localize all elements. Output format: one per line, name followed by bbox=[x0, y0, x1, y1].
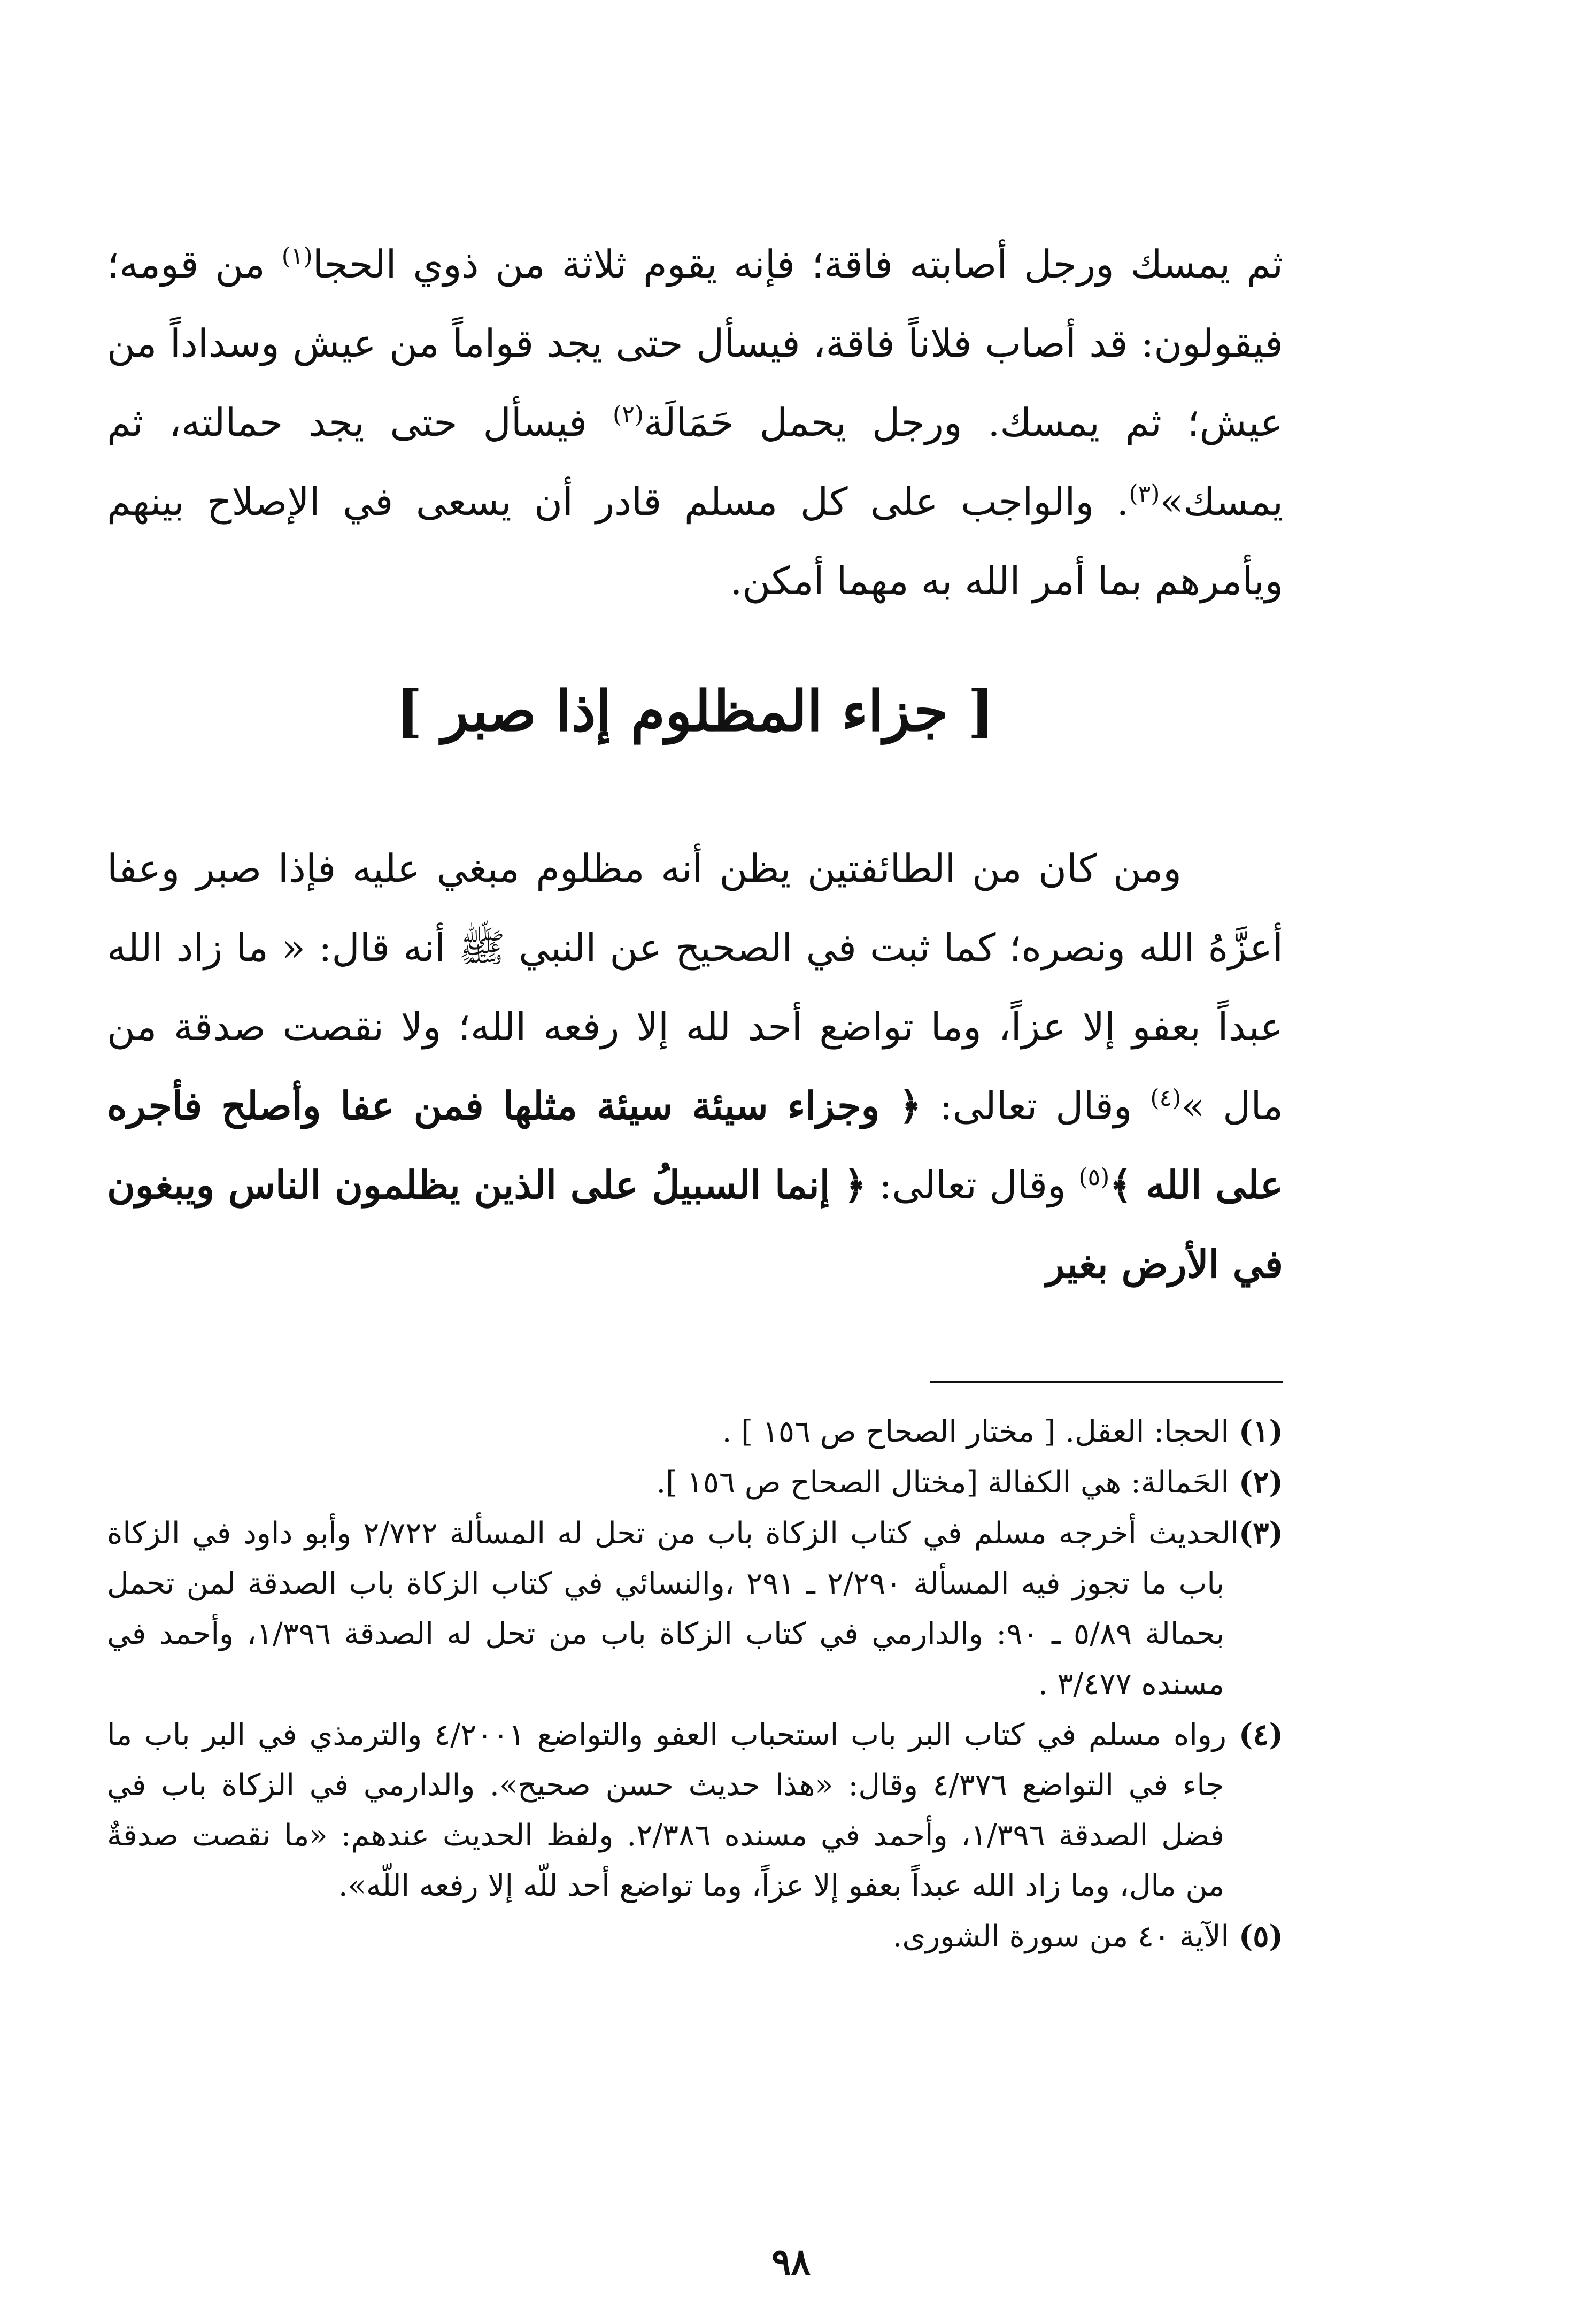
footnote-text: رواه مسلم في كتاب البر باب استحباب العفو والتواضع ٤/٢٠٠١ والترمذي في البر باب ما جاء في التواضع ٤/٣٧٦ وقال: «هذا حديث حسن صحيح». والدارمي في الزكاة باب في فضل الصدقة ١/٣٩٦، وأحمد في مسنده ٢/٣٨٦. ولفظ الحديث عندهم: «ما نقصت صدقةٌ من مال، وما زاد الله عبداً بعفو إلا عزاً، وما تواضع أحد للّه إلا رفعه اللّه». bbox=[107, 1718, 1239, 1903]
footnote-number: (٣) bbox=[1238, 1515, 1283, 1551]
section-heading: [ جزاء المظلوم إذا صبر ] bbox=[396, 678, 994, 744]
footnote-text: الحَمالة: هي الكفالة [مختال الصحاح ص ١٥٦ ]. bbox=[656, 1465, 1239, 1500]
footnote-text: الحديث أخرجه مسلم في كتاب الزكاة باب من تحل له المسألة ٢/٧٢٢ وأبو داود في الزكاة باب ما تجوز فيه المسألة ٢/٢٩٠ ـ ٢٩١ ،والنسائي في كتاب الزكاة باب الصدقة لمن تحمل بحمالة ٥/٨٩ ـ ٩٠: والدارمي في كتاب الزكاة باب من تحل له الصدقة ١/٣٩٦، وأحمد في مسنده ٣/٤٧٧ . bbox=[107, 1516, 1239, 1702]
footnote-ref-4: (٤) bbox=[1150, 1084, 1182, 1112]
intro-text-3: فيسأل حتى يجد حمالته، ثم يمسك» bbox=[107, 400, 1283, 524]
footnote-item bbox=[107, 1911, 1283, 1962]
footnote-ref-3: (٣) bbox=[1129, 480, 1160, 507]
footnotes-list bbox=[107, 1406, 1283, 1962]
footnote-text: الحجا: العقل. [ مختار الصحاح ص ١٥٦ ] . bbox=[722, 1414, 1239, 1449]
body-paragraph bbox=[107, 829, 1283, 1304]
footnote-text: الآية ٤٠ من سورة الشورى. bbox=[892, 1919, 1239, 1954]
body-text-2: وقال تعالى: bbox=[921, 1083, 1151, 1128]
page-number: ٩٨ bbox=[771, 2241, 811, 2283]
quran-verse-2: ﴿ إنما السبيلُ على الذين يظلمون الناس ويبغون في الأرض بغير bbox=[107, 1162, 1283, 1287]
footnote-number: (١) bbox=[1238, 1414, 1283, 1449]
intro-paragraph bbox=[107, 225, 1283, 620]
footnote-number: (٥) bbox=[1238, 1919, 1283, 1954]
footnote-ref-5: (٥) bbox=[1078, 1164, 1110, 1191]
body-text-1: ومن كان من الطائفتين يظن أنه مظلوم مبغي عليه فإذا صبر وعفا أعزَّهُ الله ونصره؛ كما ثبت في الصحيح عن النبي ﷺ أنه قال: « ما زاد الله عبداً بعفو إلا عزاً، وما تواضع أحد لله إلا رفعه الله؛ ولا نقصت صدقة من مال » bbox=[107, 846, 1283, 1128]
body-text-3: وقال تعالى: bbox=[866, 1163, 1079, 1207]
intro-text-4: . والواجب على كل مسلم قادر أن يسعى في الإصلاح بينهم ويأمرهم بما أمر الله به مهما أمكن. bbox=[107, 479, 1283, 603]
footnote-separator bbox=[930, 1381, 1283, 1383]
footnote-item bbox=[107, 1457, 1283, 1508]
footnote-ref-2: (٢) bbox=[613, 401, 644, 428]
intro-text-1: ثم يمسك ورجل أصابته فاقة؛ فإنه يقوم ثلاثة من ذوي الحجا bbox=[312, 242, 1283, 287]
footnote-number: (٢) bbox=[1238, 1465, 1283, 1500]
quran-verse-1: ﴿ وجزاء سيئة سيئة مثلها فمن عفا وأصلح فأجره على الله ﴾ bbox=[107, 1083, 1284, 1207]
footnote-ref-1: (١) bbox=[281, 243, 313, 270]
intro-text-2: من قومه؛ فيقولون: قد أصاب فلاناً فاقة، فيسأل حتى يجد قواماً من عيش وسداداً من عيش؛ ثم يمسك. ورجل يحمل حَمَالَة bbox=[107, 242, 1283, 445]
footnote-item bbox=[107, 1406, 1283, 1457]
footnote-item bbox=[107, 1508, 1283, 1710]
footnote-item bbox=[107, 1710, 1283, 1911]
footnote-number: (٤) bbox=[1238, 1717, 1283, 1752]
